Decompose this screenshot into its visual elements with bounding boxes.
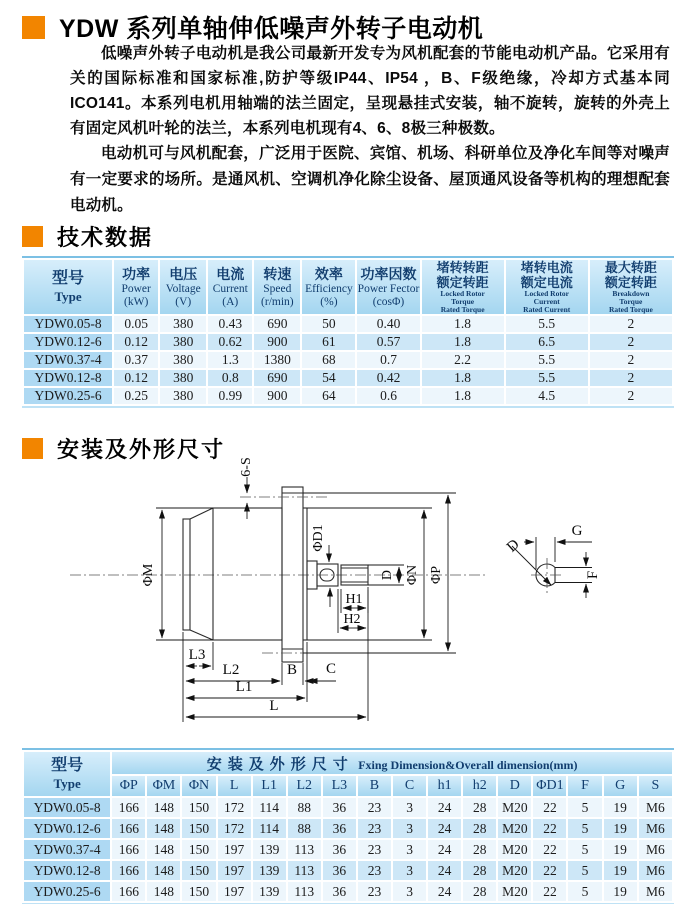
column-header-symbol: C: [393, 776, 426, 796]
table-cell: 36: [323, 798, 356, 817]
table-header-row: [24, 260, 672, 314]
table-cell: 0.37: [114, 352, 158, 368]
table-cell: 28: [463, 861, 496, 880]
column-header-power: 功率 Power (kW): [114, 260, 158, 314]
column-header-symbol: L1: [253, 776, 286, 796]
table-row: [24, 882, 672, 901]
table-cell: M20: [498, 882, 531, 901]
table-cell: 114: [253, 798, 286, 817]
table-cell: 24: [428, 798, 461, 817]
table-cell: 28: [463, 882, 496, 901]
column-header-voltage: 电压 Voltage (V): [160, 260, 206, 314]
table-cell: 54: [302, 370, 355, 386]
table-cell: 5: [568, 861, 601, 880]
table-cell: 113: [288, 861, 321, 880]
table-cell: 2: [590, 334, 672, 350]
orange-bullet-icon: [22, 226, 43, 247]
dim-label-f: F: [585, 570, 601, 580]
table-row: [24, 370, 672, 386]
table-cell: 5.5: [506, 316, 588, 332]
table-cell: 197: [218, 861, 251, 880]
table-cell: YDW0.12-8: [24, 861, 110, 880]
dimension-group-header: 安装及外形尺寸 Fxing Dimension&Overall dimension(mm): [112, 752, 672, 774]
table-cell: 19: [604, 819, 637, 838]
table-cell: M20: [498, 798, 531, 817]
column-header-symbol: h1: [428, 776, 461, 796]
table-cell: 36: [323, 840, 356, 859]
table-cell: 0.7: [357, 352, 419, 368]
table-cell: 22: [533, 840, 566, 859]
column-header-symbol: D: [498, 776, 531, 796]
dim-label-6s: 6-S: [239, 457, 254, 477]
table-row: [24, 316, 672, 332]
table-cell: 6.5: [506, 334, 588, 350]
table-row: [24, 388, 672, 404]
dim-label-l: L: [269, 698, 279, 714]
dim-label-l3: L3: [188, 647, 206, 663]
table-cell: 22: [533, 798, 566, 817]
table-cell: 2: [590, 388, 672, 404]
table-cell: YDW0.12-6: [24, 819, 110, 838]
dim-label-phi-m: ΦM: [141, 563, 156, 587]
column-header-symbol: S: [639, 776, 672, 796]
table-cell: 5: [568, 798, 601, 817]
table-cell: 114: [253, 819, 286, 838]
table-cell: 113: [288, 882, 321, 901]
table-cell: 28: [463, 798, 496, 817]
table-cell: 150: [182, 840, 215, 859]
tech-data-table: [22, 256, 674, 408]
dimension-table: [22, 748, 674, 904]
table-cell: YDW0.25-6: [24, 882, 110, 901]
table-cell: 148: [147, 819, 180, 838]
table-cell: 166: [112, 861, 145, 880]
table-cell: 197: [218, 882, 251, 901]
table-cell: 3: [393, 882, 426, 901]
column-header-efficiency: 效率 Efficiency (%): [302, 260, 355, 314]
table-cell: 50: [302, 316, 355, 332]
table-cell: 24: [428, 819, 461, 838]
table-cell: 0.57: [357, 334, 419, 350]
table-cell: M6: [639, 819, 672, 838]
table-cell: 0.40: [357, 316, 419, 332]
column-header-symbol: G: [604, 776, 637, 796]
table-cell: 380: [160, 316, 206, 332]
table-cell: M20: [498, 840, 531, 859]
dim-label-l1: L1: [235, 679, 253, 695]
table-cell: 0.25: [114, 388, 158, 404]
table-cell: YDW0.25-6: [24, 388, 112, 404]
orange-bullet-icon: [22, 16, 45, 39]
table-cell: 380: [160, 334, 206, 350]
table-cell: 19: [604, 798, 637, 817]
intro-paragraph-1: 低噪声外转子电动机是我公司最新开发专为风机配套的节能电动机产品。它采用有关的国际标准和国家标准,防护等级IP44、IP54 ，B、F级绝缘，冷却方式基本同ICO141。本系列电机用轴端的法兰固定，呈现悬挂式安装，轴不旋转，旋转的外壳上有固定风机叶轮的法兰，本系列电机现有4、6、8极三种极数。: [70, 45, 670, 137]
table-cell: 690: [254, 370, 300, 386]
table-cell: YDW0.37-4: [24, 840, 110, 859]
table-cell: 61: [302, 334, 355, 350]
table-cell: 690: [254, 316, 300, 332]
column-header-symbol: ΦD1: [533, 776, 566, 796]
table-cell: 148: [147, 840, 180, 859]
dim-label-g: G: [571, 523, 583, 539]
table-cell: 36: [323, 882, 356, 901]
table-cell: 172: [218, 798, 251, 817]
table-cell: 148: [147, 798, 180, 817]
table-row: [24, 352, 672, 368]
table-cell: 36: [323, 819, 356, 838]
table-cell: 0.8: [208, 370, 252, 386]
table-cell: 1.8: [422, 370, 504, 386]
section-install-heading: 安装及外形尺寸: [57, 437, 226, 462]
column-header-locked-rotor-torque: 堵转转距 额定转距 Locked Rotor Torque Rated Torque: [422, 260, 504, 314]
column-header-speed: 转速 Speed (r/min): [254, 260, 300, 314]
page-title-row: [22, 9, 483, 45]
table-cell: 28: [463, 840, 496, 859]
table-cell: 22: [533, 861, 566, 880]
table-cell: M6: [639, 840, 672, 859]
table-cell: YDW0.12-8: [24, 370, 112, 386]
table-cell: 900: [254, 388, 300, 404]
table-cell: 19: [604, 882, 637, 901]
column-header-power-factor: 功率因数 Power Fector (cosΦ): [357, 260, 419, 314]
table-cell: 36: [323, 861, 356, 880]
table-cell: 3: [393, 840, 426, 859]
dim-label-c: C: [325, 661, 337, 677]
table-cell: 380: [160, 388, 206, 404]
table-cell: 4.5: [506, 388, 588, 404]
table-cell: 23: [358, 819, 391, 838]
table-cell: 1.3: [208, 352, 252, 368]
table-cell: 0.05: [114, 316, 158, 332]
table-cell: 88: [288, 798, 321, 817]
table-cell: 166: [112, 840, 145, 859]
table-cell: YDW0.05-8: [24, 798, 110, 817]
table-cell: M6: [639, 882, 672, 901]
column-header-breakdown-torque: 最大转距 额定转距 Breakdown Torque Rated Torque: [590, 260, 672, 314]
table-cell: 5: [568, 882, 601, 901]
intro-paragraph-2: 电动机可与风机配套，广泛用于医院、宾馆、机场、科研单位及净化车间等对噪声有一定要求的场所。是通风机、空调机净化除尘设备、屋顶通风设备等机构的理想配套电动机。: [70, 145, 670, 214]
table-row: [24, 334, 672, 350]
table-cell: YDW0.12-6: [24, 334, 112, 350]
column-header-symbol: L3: [323, 776, 356, 796]
table-cell: 900: [254, 334, 300, 350]
table-cell: 3: [393, 798, 426, 817]
table-cell: YDW0.05-8: [24, 316, 112, 332]
dim-label-phi-d1: ΦD1: [311, 524, 326, 552]
table-cell: 150: [182, 861, 215, 880]
table-cell: 1.8: [422, 334, 504, 350]
table-cell: 22: [533, 882, 566, 901]
column-header-symbol: L2: [288, 776, 321, 796]
table-cell: 23: [358, 798, 391, 817]
table-cell: 1.8: [422, 388, 504, 404]
column-header-symbol: ΦM: [147, 776, 180, 796]
table-cell: 166: [112, 798, 145, 817]
table-cell: 19: [604, 861, 637, 880]
table-cell: 5.5: [506, 352, 588, 368]
table-subheader-row: [24, 776, 672, 796]
column-header-symbol: ΦP: [112, 776, 145, 796]
table-cell: M6: [639, 861, 672, 880]
table-cell: 139: [253, 861, 286, 880]
table-cell: 3: [393, 861, 426, 880]
table-cell: 1.8: [422, 316, 504, 332]
section-tech-heading: 技术数据: [57, 225, 154, 250]
table-cell: 2: [590, 316, 672, 332]
dim-label-phi-p: ΦP: [429, 565, 444, 585]
table-cell: M6: [639, 798, 672, 817]
table-cell: 19: [604, 840, 637, 859]
table-cell: 166: [112, 819, 145, 838]
table-cell: 64: [302, 388, 355, 404]
table-cell: 1380: [254, 352, 300, 368]
table-cell: YDW0.37-4: [24, 352, 112, 368]
table-cell: 0.12: [114, 334, 158, 350]
shaft-end-detail: [504, 523, 601, 598]
motor-side-view: [70, 457, 487, 722]
table-header-row: [24, 752, 672, 774]
table-cell: 24: [428, 861, 461, 880]
table-cell: 0.62: [208, 334, 252, 350]
table-cell: 197: [218, 840, 251, 859]
column-header-symbol: h2: [463, 776, 496, 796]
table-cell: M20: [498, 861, 531, 880]
motor-outline-drawing: [0, 445, 696, 745]
table-cell: 150: [182, 819, 215, 838]
column-header-type: 型号 Type: [24, 260, 112, 314]
table-cell: 139: [253, 840, 286, 859]
table-cell: 380: [160, 370, 206, 386]
column-header-symbol: ΦN: [182, 776, 215, 796]
table-cell: 172: [218, 819, 251, 838]
dim-label-h1: H1: [345, 592, 363, 607]
page-title: YDW 系列单轴伸低噪声外转子电动机: [59, 15, 484, 43]
table-cell: 5: [568, 840, 601, 859]
column-header-symbol: B: [358, 776, 391, 796]
table-cell: 150: [182, 798, 215, 817]
table-row: [24, 819, 672, 838]
table-cell: 380: [160, 352, 206, 368]
table-cell: 0.42: [357, 370, 419, 386]
dim-label-d-detail: D: [503, 536, 523, 556]
section-tech-heading-row: [22, 221, 153, 252]
column-header-current: 电流 Current (A): [208, 260, 252, 314]
table-row: [24, 840, 672, 859]
column-header-symbol: L: [218, 776, 251, 796]
table-cell: 0.99: [208, 388, 252, 404]
table-cell: 148: [147, 861, 180, 880]
table-cell: 28: [463, 819, 496, 838]
table-cell: M20: [498, 819, 531, 838]
table-cell: 2: [590, 352, 672, 368]
column-header-type: 型号 Type: [24, 752, 110, 796]
table-row: [24, 861, 672, 880]
dim-label-phi-n: ΦN: [405, 564, 420, 586]
table-cell: 0.12: [114, 370, 158, 386]
table-cell: 3: [393, 819, 426, 838]
dim-label-b: B: [286, 662, 298, 678]
dim-label-h2: H2: [343, 612, 361, 627]
table-cell: 166: [112, 882, 145, 901]
table-cell: 23: [358, 840, 391, 859]
table-cell: 24: [428, 882, 461, 901]
table-cell: 24: [428, 840, 461, 859]
table-cell: 68: [302, 352, 355, 368]
column-header-locked-rotor-current: 堵转电流 额定电流 Locked Rotor Current Rated Current: [506, 260, 588, 314]
table-cell: 139: [253, 882, 286, 901]
table-cell: 0.43: [208, 316, 252, 332]
table-cell: 5.5: [506, 370, 588, 386]
table-cell: 23: [358, 861, 391, 880]
table-cell: 23: [358, 882, 391, 901]
table-cell: 148: [147, 882, 180, 901]
table-cell: 2.2: [422, 352, 504, 368]
table-cell: 5: [568, 819, 601, 838]
motor-body: [183, 508, 307, 640]
table-cell: 88: [288, 819, 321, 838]
table-cell: 2: [590, 370, 672, 386]
dim-label-d: D: [380, 569, 395, 581]
table-cell: 113: [288, 840, 321, 859]
table-cell: 150: [182, 882, 215, 901]
table-cell: 0.6: [357, 388, 419, 404]
table-cell: 22: [533, 819, 566, 838]
column-header-symbol: F: [568, 776, 601, 796]
table-row: [24, 798, 672, 817]
dim-label-l2: L2: [222, 662, 240, 678]
